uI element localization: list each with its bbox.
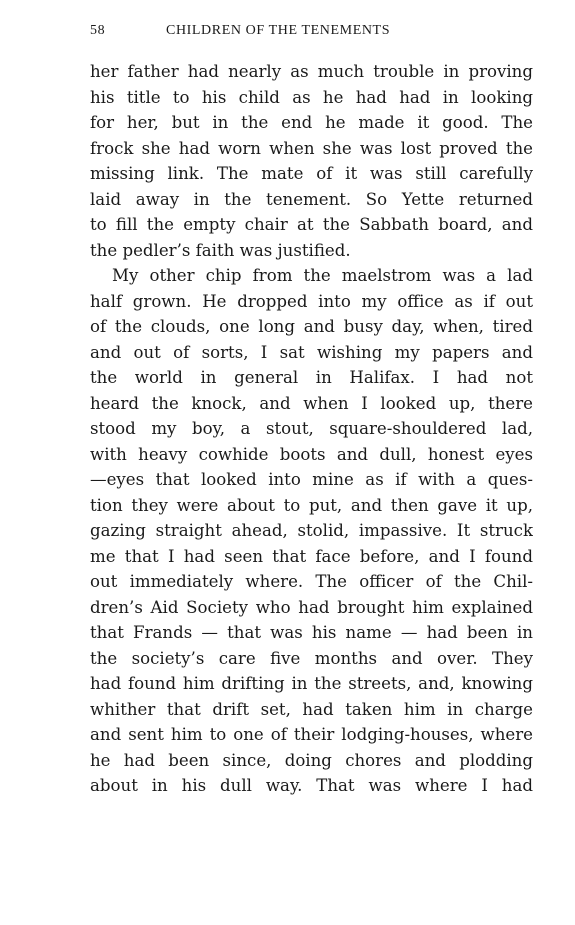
running-header (90, 23, 533, 45)
text-line: me that I had seen that face before, and I found (90, 546, 533, 566)
text-line: the society’s care five months and over. They (90, 648, 533, 668)
text-line: and sent him to one of their lodging-houses, where (90, 725, 533, 744)
text-line: half grown. He dropped into my office as if out (90, 291, 533, 311)
text-line: stood my boy, a stout, square-shouldered lad, (90, 419, 533, 438)
text-line: with heavy cowhide boots and dull, honest eyes (90, 444, 533, 464)
text-line: dren’s Aid Society who had brought him explained (90, 597, 533, 617)
running-head-title: CHILDREN OF THE TENEMENTS (166, 23, 391, 38)
body-text (90, 59, 533, 799)
text-line: he had been since, doing chores and plodding (90, 750, 533, 770)
text-line: her father had nearly as much trouble in proving (90, 62, 533, 81)
text-line: My other chip from the maelstrom was a lad (112, 266, 533, 285)
text-line: for her, but in the end he made it good. The (90, 113, 533, 132)
page-number: 58 (90, 23, 106, 38)
text-line: the pedler’s faith was justified. (90, 240, 351, 260)
text-line: about in his dull way. That was where I had (90, 776, 533, 795)
text-line: had found him drifting in the streets, and, knowing (90, 674, 533, 693)
text-line: laid away in the tenement. So Yette returned (90, 189, 533, 209)
text-line: to fill the empty chair at the Sabbath board, and (90, 215, 533, 234)
text-line: gazing straight ahead, stolid, impassive. It struck (90, 521, 533, 540)
paragraph-1 (90, 59, 533, 263)
text-line: of the clouds, one long and busy day, when, tired (90, 317, 533, 336)
text-line: whither that drift set, had taken him in charge (90, 699, 533, 719)
text-line: —eyes that looked into mine as if with a ques- (90, 470, 533, 489)
text-line: the world in general in Halifax. I had not (90, 368, 533, 387)
text-line: his title to his child as he had had in looking (90, 87, 533, 107)
text-line: out immediately where. The officer of the Chil- (90, 572, 533, 591)
text-line: missing link. The mate of it was still carefully (90, 164, 533, 183)
text-line: tion they were about to put, and then gave it up, (90, 495, 533, 515)
paragraph-2 (90, 263, 533, 799)
text-line: that Frands — that was his name — had been in (90, 623, 533, 642)
text-line: frock she had worn when she was lost proved the (90, 138, 533, 158)
text-line: and out of sorts, I sat wishing my papers and (90, 342, 533, 362)
text-line: heard the knock, and when I looked up, there (90, 393, 533, 413)
